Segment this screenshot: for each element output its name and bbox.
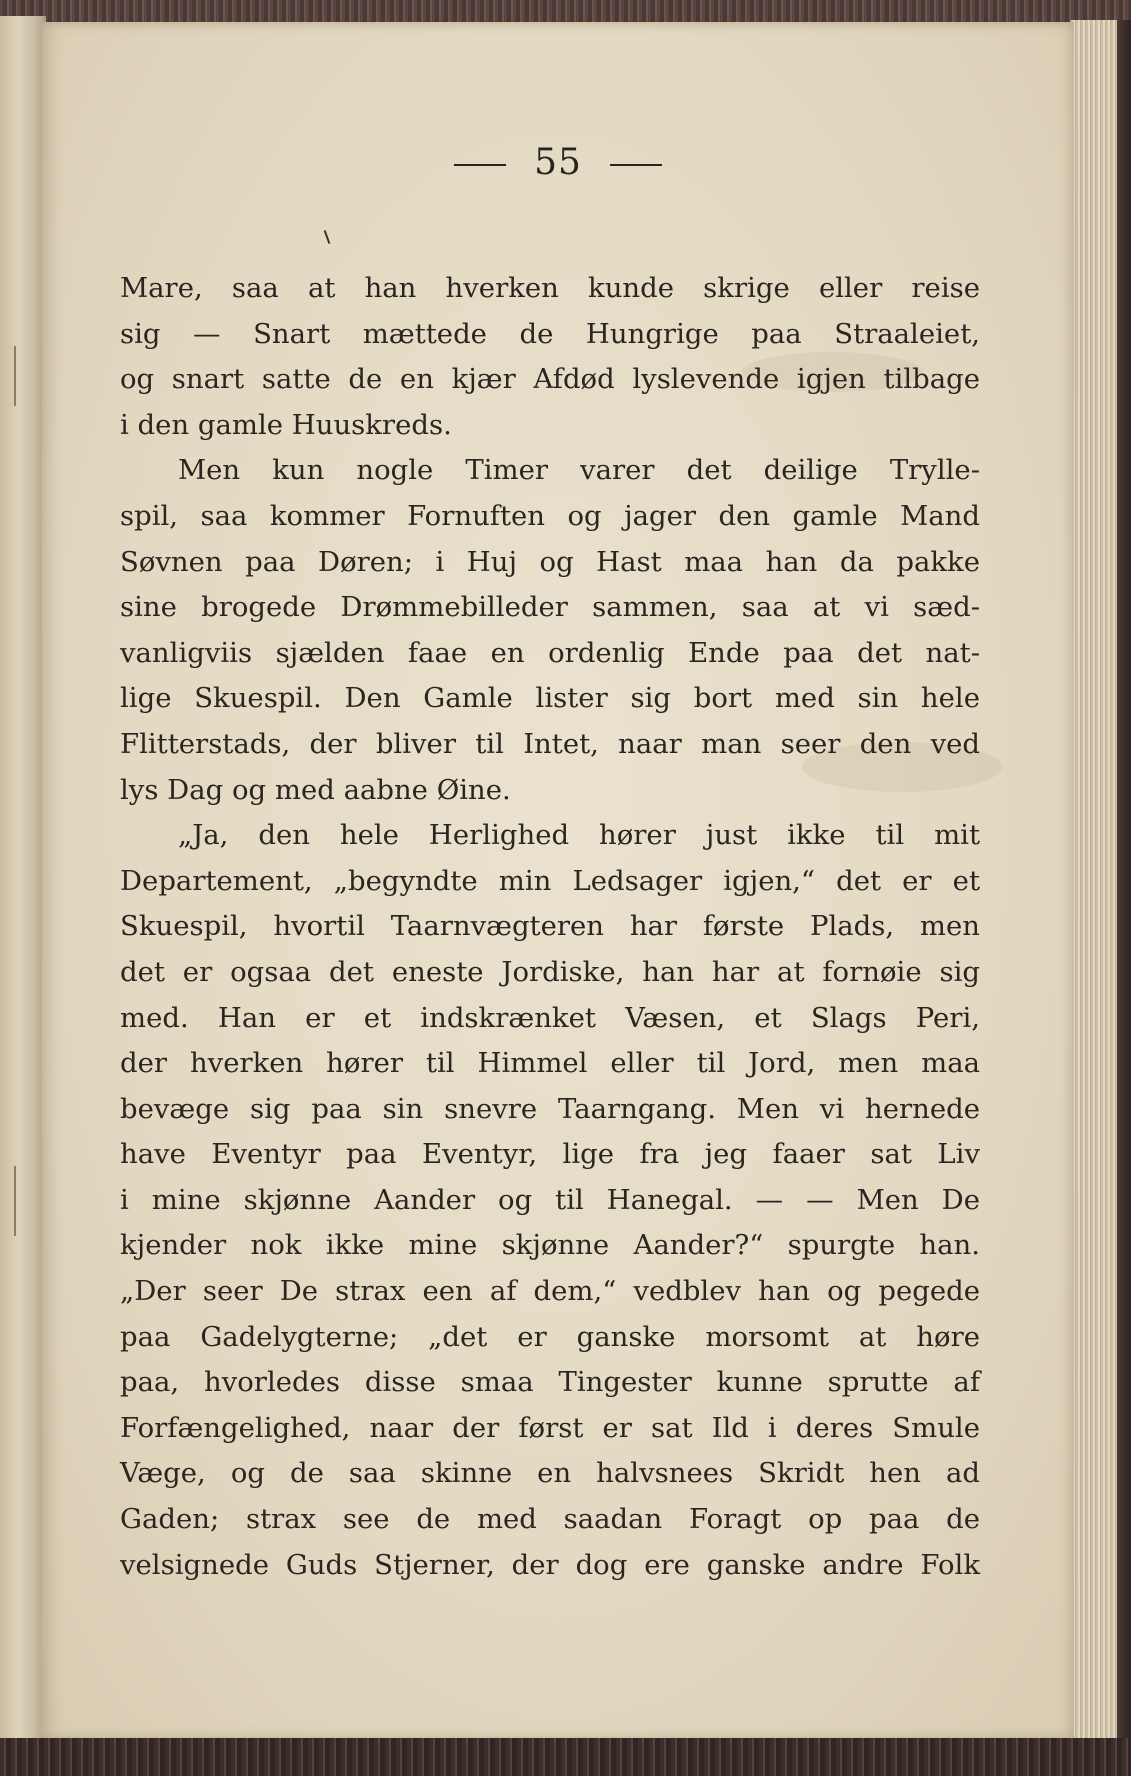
text-line: bevæge sig paa sin snevre Taarngang. Men vi hernede — [120, 1092, 980, 1125]
text-line: sine brogede Drømmebilleder sammen, saa at vi sæd- — [120, 591, 980, 624]
text-line: Flitterstads, der bliver til Intet, naar man seer den ved — [120, 727, 980, 760]
text-line: det er ogsaa det eneste Jordiske, han har at fornøie sig — [120, 955, 980, 988]
book-page — [42, 22, 1074, 1740]
facing-page-edge — [0, 16, 46, 1738]
text-line: Men kun nogle Timer varer det deilige Trylle- — [178, 454, 980, 487]
text-line: sig — Snart mættede de Hungrige paa Straaleiet, — [120, 317, 980, 350]
header-dash-right — [610, 164, 662, 166]
text-line: i den gamle Huuskreds. — [120, 408, 452, 441]
stray-ink-mark — [324, 230, 331, 244]
text-line: „Der seer De strax een af dem,“ vedblev han og pegede — [120, 1275, 980, 1308]
text-line: der hverken hører til Himmel eller til Jord, men maa — [120, 1047, 980, 1080]
text-line: lys Dag og med aabne Øine. — [120, 773, 511, 806]
text-line: kjender nok ikke mine skjønne Aander?“ spurgte han. — [120, 1229, 980, 1262]
edge-mark — [14, 346, 16, 406]
text-line: velsignede Guds Stjerner, der dog ere ganske andre Folk — [120, 1548, 980, 1581]
text-line: Forfængelighed, naar der først er sat Ild i deres Smule — [120, 1411, 980, 1444]
page-number-header — [42, 142, 1074, 183]
text-line: Gaden; strax see de med saadan Foragt op paa de — [120, 1503, 980, 1536]
text-line: Søvnen paa Døren; i Huj og Hast maa han da pakke — [120, 545, 980, 578]
text-line: i mine skjønne Aander og til Hanegal. — — Men De — [120, 1183, 980, 1216]
text-line: Departement, „begyndte min Ledsager igjen,“ det er et — [120, 864, 980, 897]
text-line: Skuespil, hvortil Taarnvægteren har første Plads, men — [120, 910, 980, 943]
edge-mark — [14, 1166, 16, 1236]
body-text — [120, 266, 980, 1588]
text-line: Mare, saa at han hverken kunde skrige eller reise — [120, 272, 980, 304]
text-line: lige Skuespil. Den Gamle lister sig bort med sin hele — [120, 682, 980, 715]
text-line: spil, saa kommer Fornuften og jager den gamle Mand — [120, 499, 980, 532]
text-line: Væge, og de saa skinne en halvsnees Skridt hen ad — [120, 1457, 980, 1490]
text-line: vanligviis sjælden faae en ordenlig Ende paa det nat- — [120, 636, 980, 669]
page-number: 55 — [534, 142, 582, 183]
header-dash-left — [454, 164, 506, 166]
book-binding-bottom — [0, 1738, 1131, 1776]
text-line: paa Gadelygterne; „det er ganske morsomt at høre — [120, 1320, 980, 1353]
book-binding-right — [1117, 20, 1131, 1738]
text-line: paa, hvorledes disse smaa Tingester kunne sprutte af — [120, 1366, 980, 1399]
text-line: „Ja, den hele Herlighed hører just ikke til mit — [178, 819, 980, 852]
text-line: og snart satte de en kjær Afdød lyslevende igjen tilbage — [120, 363, 980, 396]
text-line: have Eventyr paa Eventyr, lige fra jeg faaer sat Liv — [120, 1138, 980, 1171]
text-line: med. Han er et indskrænket Væsen, et Slags Peri, — [120, 1001, 980, 1034]
